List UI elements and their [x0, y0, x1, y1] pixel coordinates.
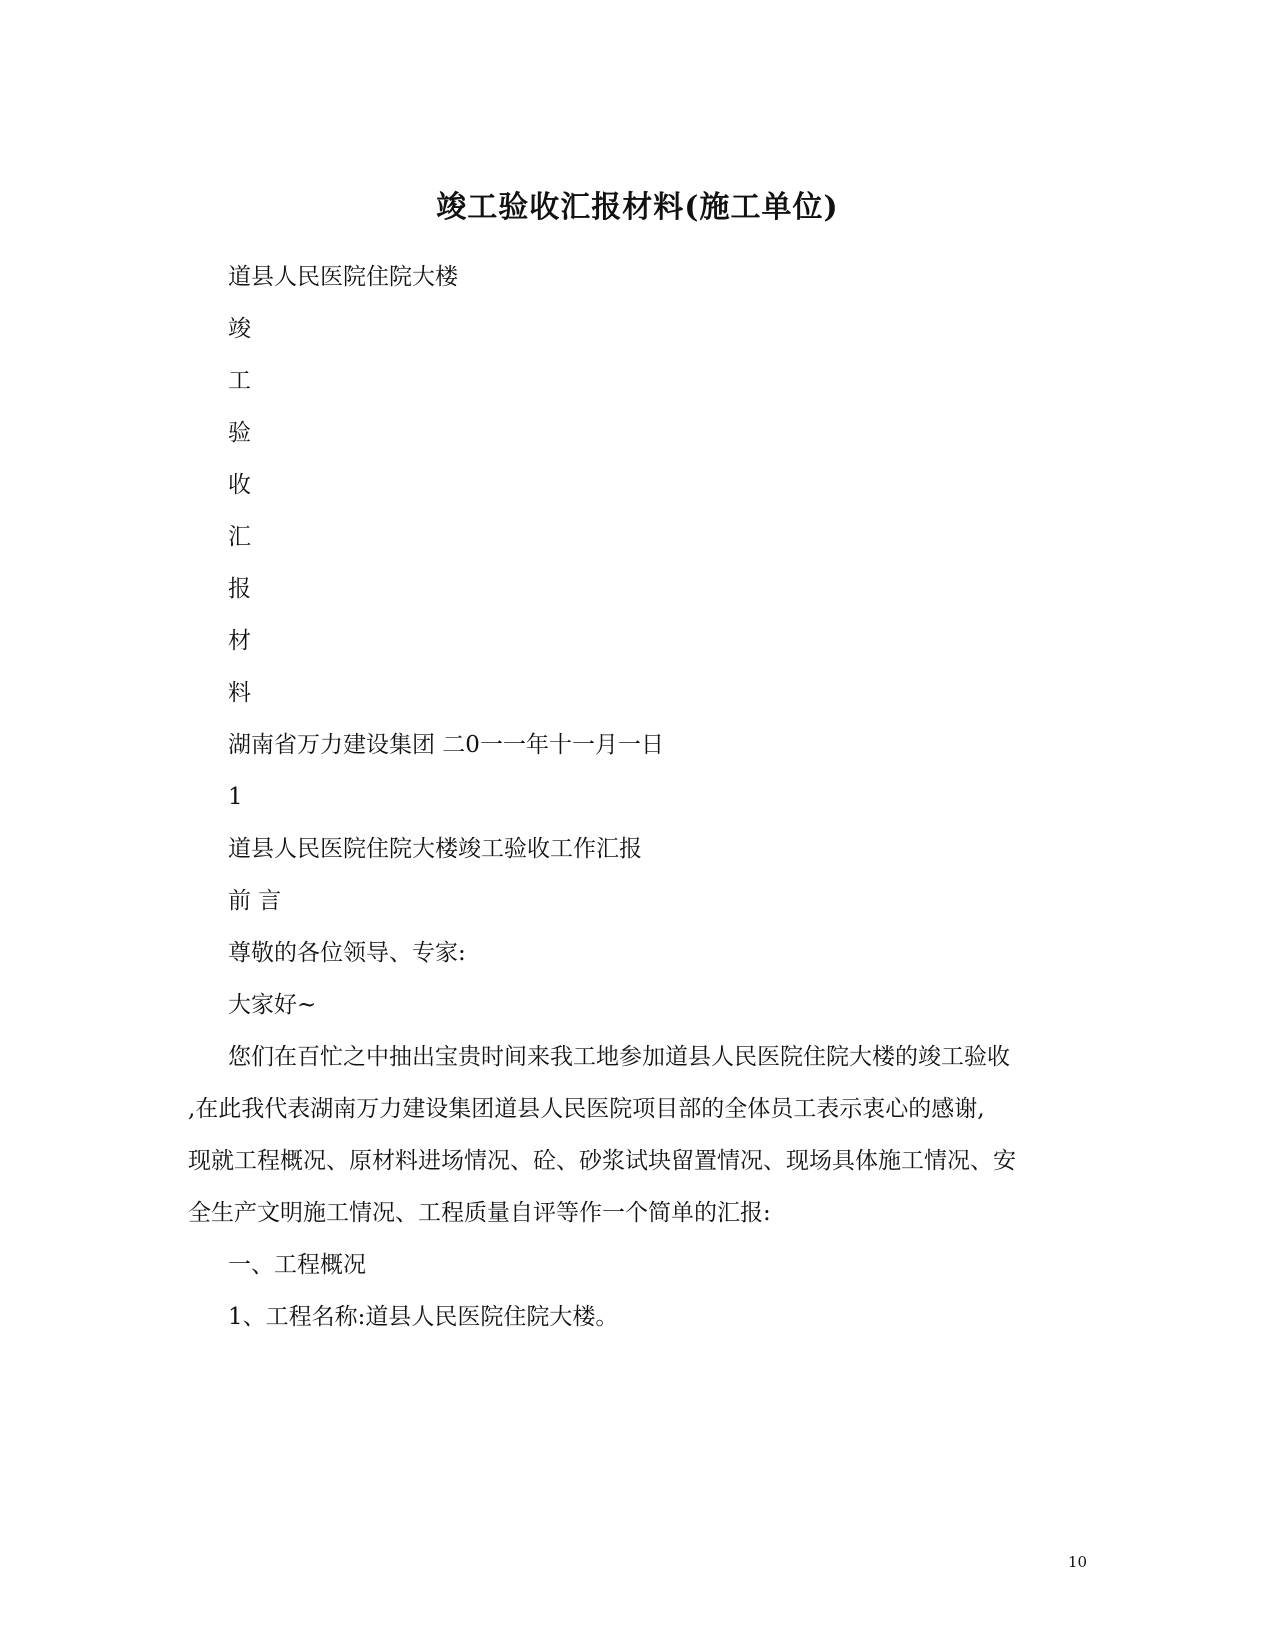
vertical-char: 料 — [228, 680, 251, 706]
list-item: 1、工程名称:道县人民医院住院大楼。 — [228, 1304, 619, 1330]
vertical-char: 报 — [228, 576, 251, 602]
vertical-char: 材 — [228, 628, 251, 654]
vertical-char: 验 — [228, 420, 251, 446]
vertical-char: 工 — [228, 368, 251, 394]
section-heading: 一、工程概况 — [228, 1252, 366, 1278]
paragraph-line: 全生产文明施工情况、工程质量自评等作一个简单的汇报: — [188, 1200, 771, 1226]
salutation: 尊敬的各位领导、专家: — [228, 940, 466, 966]
vertical-char: 收 — [228, 472, 251, 498]
page-number: 10 — [1068, 1553, 1088, 1571]
preface-heading: 前 言 — [228, 888, 282, 914]
paragraph-line: ,在此我代表湖南万力建设集团道县人民医院项目部的全体员工表示衷心的感谢, — [188, 1096, 985, 1122]
cover-page-number: 1 — [228, 784, 243, 810]
company-and-date: 湖南省万力建设集团 二0一一年十一月一日 — [228, 732, 664, 758]
paragraph-line: 现就工程概况、原材料进场情况、砼、砂浆试块留置情况、现场具体施工情况、安 — [188, 1148, 1016, 1174]
greeting: 大家好~ — [228, 992, 317, 1018]
paragraph-line: 您们在百忙之中抽出宝贵时间来我工地参加道县人民医院住院大楼的竣工验收 — [228, 1044, 1010, 1070]
vertical-char: 汇 — [228, 524, 251, 550]
project-name: 道县人民医院住院大楼 — [228, 264, 458, 290]
document-title: 竣工验收汇报材料(施工单位) — [436, 190, 839, 225]
report-heading: 道县人民医院住院大楼竣工验收工作汇报 — [228, 836, 642, 862]
vertical-char: 竣 — [228, 316, 251, 342]
